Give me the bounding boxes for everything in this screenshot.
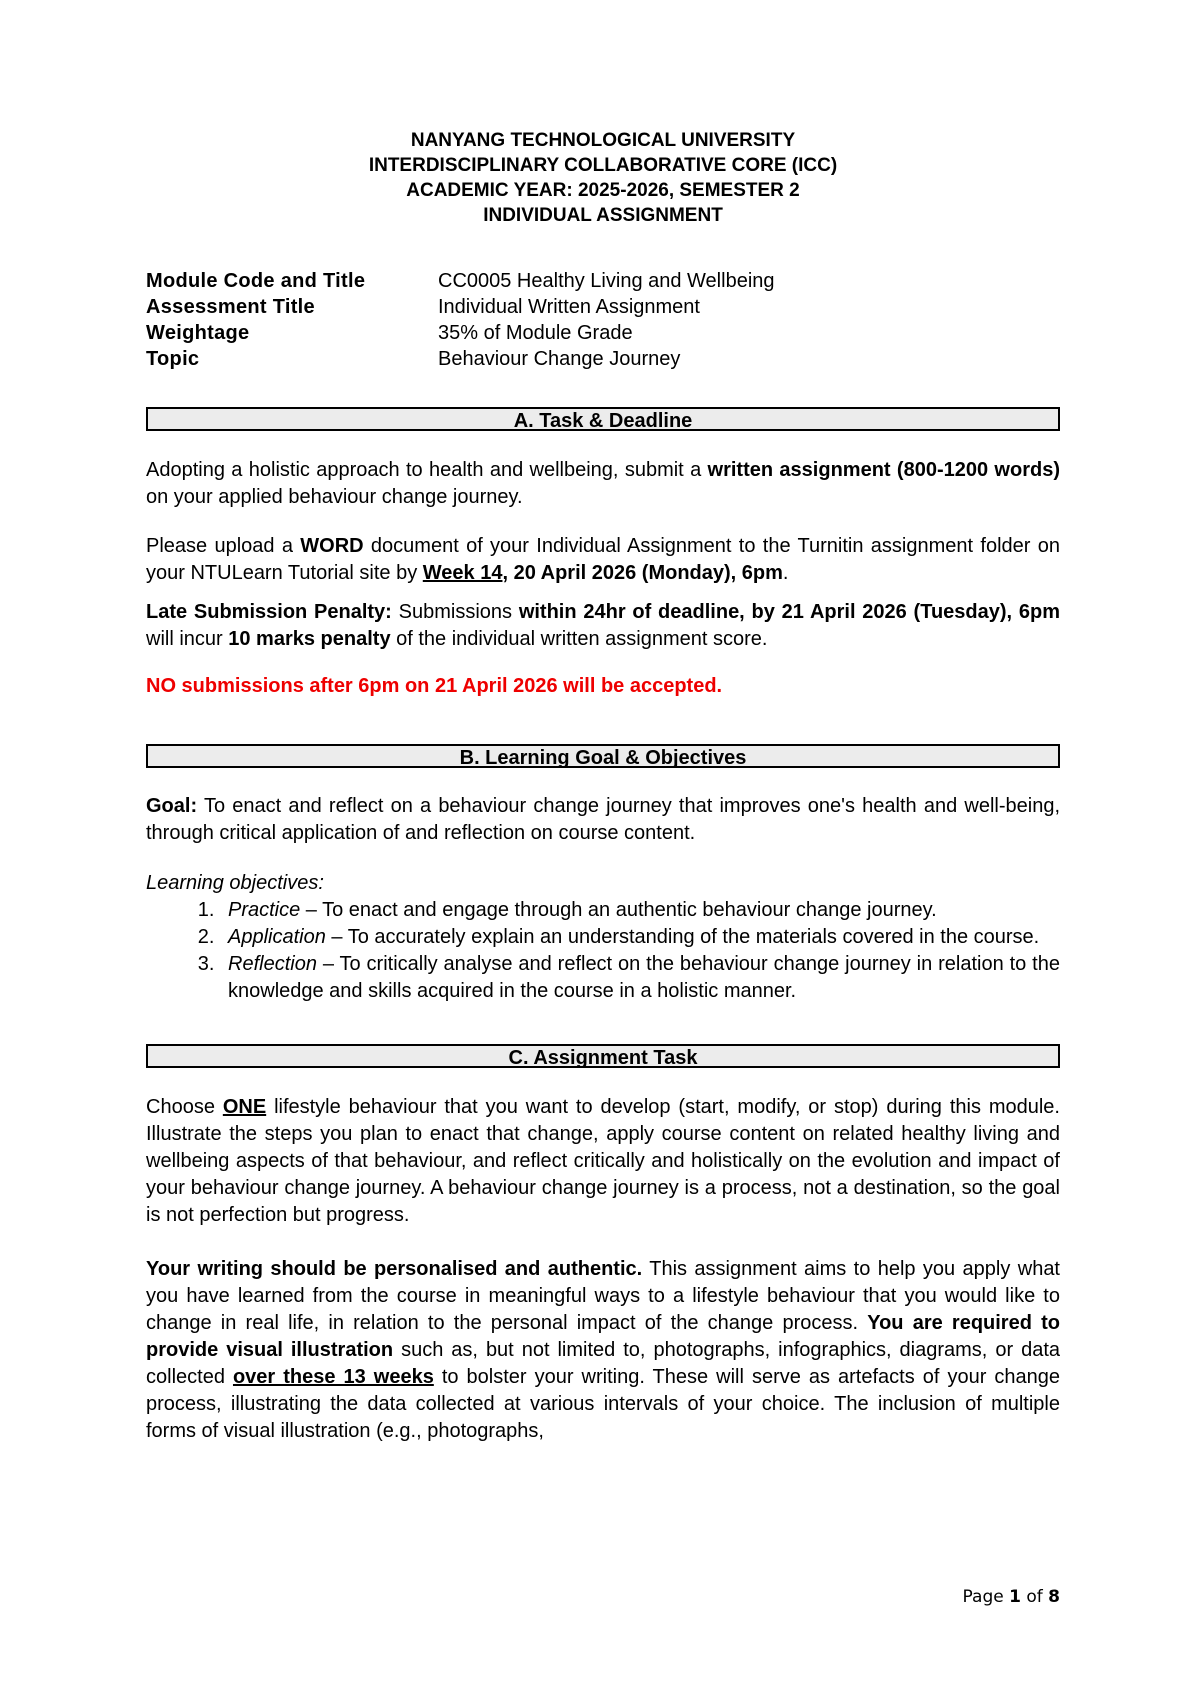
text: of the individual written assignment score. bbox=[390, 628, 768, 650]
page-number bbox=[940, 1587, 1060, 1607]
text: will incur bbox=[146, 628, 229, 650]
text: such as, but not limited to, photographs, infographics, diagrams, or data collected bbox=[146, 1339, 1060, 1388]
text: To enact and reflect on a behaviour change journey that improves one's health and well-being, through critical application of and reflection on course content. bbox=[146, 795, 1060, 844]
header-academic-year: ACADEMIC YEAR: 2025-2026, SEMESTER 2 bbox=[406, 180, 800, 201]
text: on your applied behaviour change journey. bbox=[146, 486, 523, 508]
objectives-list bbox=[146, 897, 1060, 1005]
section-a-paragraph-1 bbox=[146, 457, 1060, 511]
info-value: Individual Written Assignment bbox=[438, 296, 700, 318]
underlined-text: ONE bbox=[222, 1096, 267, 1118]
italic-text: Reflection bbox=[228, 953, 317, 975]
late-penalty-paragraph bbox=[146, 599, 1060, 653]
bold-text: 10 marks penalty bbox=[228, 628, 391, 650]
info-value: CC0005 Healthy Living and Wellbeing bbox=[438, 270, 775, 292]
info-row bbox=[146, 268, 1060, 294]
bold-text: Goal: bbox=[146, 795, 198, 817]
bold-text: Your writing should be personalised and authentic. bbox=[146, 1258, 643, 1280]
section-a-heading: A. Task & Deadline bbox=[146, 407, 1060, 431]
text: Choose bbox=[146, 1096, 223, 1118]
list-item bbox=[220, 951, 1060, 1005]
bold-text: 1 bbox=[1009, 1587, 1021, 1607]
info-label: Weightage bbox=[146, 322, 250, 344]
bold-text: , 20 April 2026 (Monday), 6pm bbox=[502, 562, 783, 584]
info-value: 35% of Module Grade bbox=[438, 322, 633, 344]
bold-text: within 24hr of deadline, by 21 April 2026 (Tuesday), 6pm bbox=[518, 601, 1061, 623]
info-label: Topic bbox=[146, 348, 200, 370]
underlined-text: over these 13 weeks bbox=[232, 1366, 434, 1388]
section-b-heading: B. Learning Goal & Objectives bbox=[146, 744, 1060, 768]
text: . bbox=[782, 562, 789, 584]
list-item bbox=[220, 897, 1060, 924]
module-info-table bbox=[146, 268, 1060, 372]
no-late-submission-warning: NO submissions after 6pm on 21 April 2026 will be accepted. bbox=[146, 675, 723, 697]
header-university: NANYANG TECHNOLOGICAL UNIVERSITY bbox=[410, 130, 796, 151]
info-label: Module Code and Title bbox=[146, 270, 366, 292]
italic-text: Application bbox=[228, 926, 326, 948]
section-c-heading: C. Assignment Task bbox=[146, 1044, 1060, 1068]
section-c-paragraph-1 bbox=[146, 1094, 1060, 1229]
section-a-paragraph-2 bbox=[146, 533, 1060, 587]
info-row bbox=[146, 320, 1060, 346]
header-core: INTERDISCIPLINARY COLLABORATIVE CORE (ICC) bbox=[368, 155, 838, 176]
text: to bolster your writing. These will serve as artefacts of your change process, illustrating the data collected at various intervals of your choice. The inclusion of multiple forms of visual illustration (e.g., photographs, bbox=[146, 1366, 1060, 1442]
text: – To enact and engage through an authentic behaviour change journey. bbox=[300, 899, 937, 921]
text: Adopting a holistic approach to health and wellbeing, submit a bbox=[146, 459, 708, 481]
info-value: Behaviour Change Journey bbox=[438, 348, 681, 370]
header-assignment-type: INDIVIDUAL ASSIGNMENT bbox=[483, 205, 723, 226]
info-row bbox=[146, 346, 1060, 372]
text: – To accurately explain an understanding of the materials covered in the course. bbox=[325, 926, 1040, 948]
objectives-label bbox=[146, 870, 1060, 897]
goal-paragraph bbox=[146, 793, 1060, 847]
bold-text: WORD bbox=[300, 535, 364, 557]
section-c-paragraph-2 bbox=[146, 1256, 1060, 1445]
info-label: Assessment Title bbox=[146, 296, 315, 318]
text: Page bbox=[962, 1587, 1010, 1607]
italic-text: Learning objectives: bbox=[146, 872, 324, 894]
text: This assignment aims to help you apply what you have learned from the course in meaningful ways to a lifestyle behaviour that you would like to change in real life, in relation to the personal impact of the change process. bbox=[146, 1258, 1060, 1334]
page-content bbox=[146, 128, 1060, 1445]
text: Submissions bbox=[391, 601, 519, 623]
text: of bbox=[1020, 1587, 1049, 1607]
bold-text: written assignment (800-1200 words) bbox=[707, 459, 1060, 481]
bold-text: You are required to provide visual illustration bbox=[146, 1312, 1060, 1361]
italic-text: Practice bbox=[228, 899, 301, 921]
underlined-text: Week 14 bbox=[422, 562, 503, 584]
text: – To critically analyse and reflect on the behaviour change journey in relation to the knowledge and skills acquired in the course in a holistic manner. bbox=[228, 953, 1060, 1002]
text: lifestyle behaviour that you want to develop (start, modify, or stop) during this module. Illustrate the steps you plan to enact that change, apply course content on related healthy living and wellbeing aspects of that behaviour, and reflect critically and holistically on the evolution and impact of your behaviour change journey. A behaviour change journey is a process, not a destination, so the goal is not perfection but progress. bbox=[146, 1096, 1060, 1226]
bold-text: Late Submission Penalty: bbox=[146, 601, 392, 623]
list-item bbox=[220, 924, 1060, 951]
text: document of your Individual Assignment to the Turnitin assignment folder on your NTULearn Tutorial site by bbox=[146, 535, 1060, 584]
text: Please upload a bbox=[146, 535, 301, 557]
bold-text: 8 bbox=[1048, 1587, 1060, 1607]
info-row bbox=[146, 294, 1060, 320]
document-header bbox=[146, 128, 1060, 228]
